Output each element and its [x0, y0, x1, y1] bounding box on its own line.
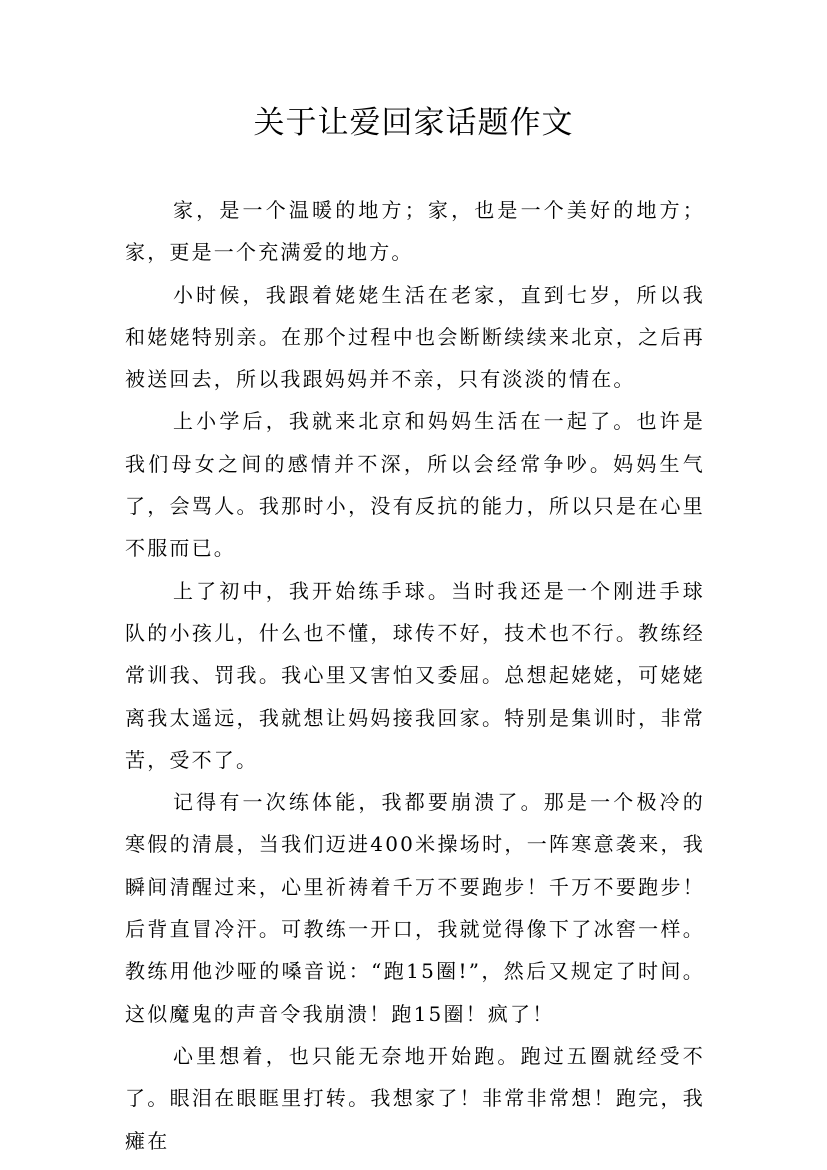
- paragraph: 心里想着，也只能无奈地开始跑。跑过五圈就经受不了。眼泪在眼眶里打转。我想家了！非常非常想！跑完，我瘫在: [125, 1043, 705, 1153]
- paragraph: 小时候，我跟着姥姥生活在老家，直到七岁，所以我和姥姥特别亲。在那个过程中也会断断续续来北京，之后再被送回去，所以我跟妈妈并不亲，只有淡淡的情在。: [125, 282, 705, 392]
- document-title: 关于让爱回家话题作文: [253, 105, 574, 141]
- document-body: [125, 189, 705, 1162]
- paragraph: 家，是一个温暖的地方；家，也是一个美好的地方；家，更是一个充满爱的地方。: [125, 198, 705, 265]
- paragraph: 上小学后，我就来北京和妈妈生活在一起了。也许是我们母女之间的感情并不深，所以会经常争吵。妈妈生气了，会骂人。我那时小，没有反抗的能力，所以只是在心里不服而已。: [125, 409, 705, 561]
- paragraph: 上了初中，我开始练手球。当时我还是一个刚进手球队的小孩儿，什么也不懂，球传不好，技术也不行。教练经常训我、罚我。我心里又害怕又委屈。总想起姥姥，可姥姥离我太遥远，我就想让妈妈接我回家。特别是集训时，非常苦，受不了。: [125, 578, 705, 772]
- paragraph: 记得有一次练体能，我都要崩溃了。那是一个极冷的寒假的清晨，当我们迈进400米操场时，一阵寒意袭来，我瞬间清醒过来，心里祈祷着千万不要跑步！千万不要跑步！后背直冒冷汗。可教练一开口，我就觉得像下了冰窖一样。教练用他沙哑的嗓音说：“跑15圈!”，然后又规定了时间。这似魔鬼的声音令我崩溃！跑15圈！疯了！: [125, 790, 705, 1026]
